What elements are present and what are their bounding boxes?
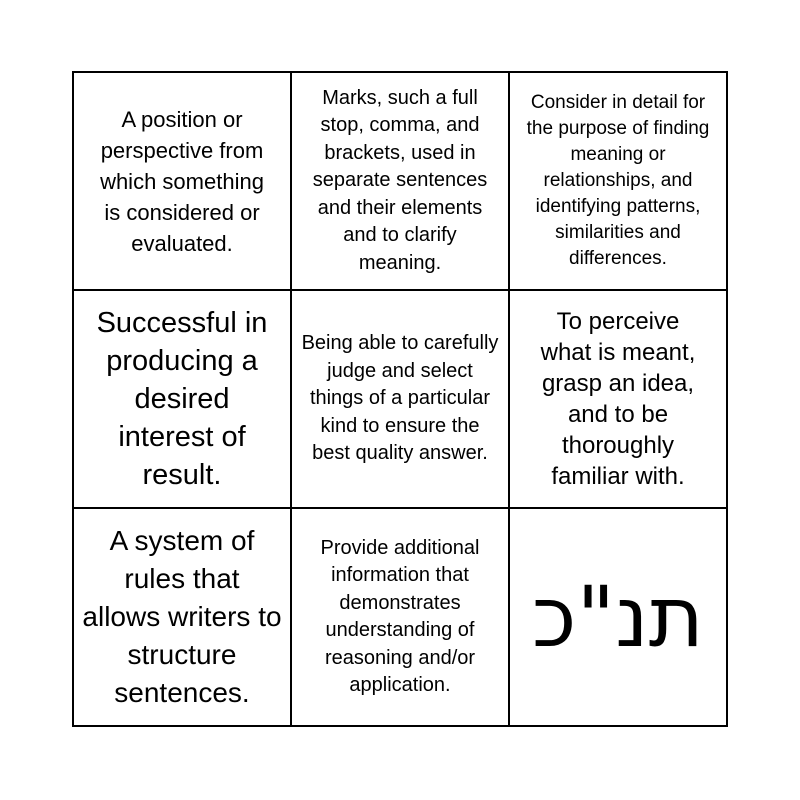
bingo-cell-9[interactable] [510, 509, 726, 725]
cell-text: To perceive what is meant, grasp an idea, and to be thoroughly familiar with. [540, 308, 696, 490]
cell-text: Successful in producing a desired interest of result. [96, 307, 268, 491]
cell-text: תנ"כ [532, 568, 704, 666]
bingo-board [72, 71, 728, 727]
bingo-cell-7[interactable] [74, 509, 292, 725]
bingo-cell-8[interactable] [292, 509, 510, 725]
bingo-cell-1[interactable] [74, 73, 292, 291]
bingo-cell-2[interactable] [292, 73, 510, 291]
cell-text: Consider in detail for the purpose of finding meaning or relationships, and identifying patterns, similarities and differences. [526, 92, 710, 269]
cell-text: A position or perspective from which something is considered or evaluated. [100, 106, 264, 256]
bingo-cell-4[interactable] [74, 291, 292, 509]
bingo-cell-5[interactable] [292, 291, 510, 509]
cell-text: Being able to carefully judge and select things of a particular kind to ensure the best quality answer. [301, 332, 499, 465]
bingo-cell-3[interactable] [510, 73, 726, 291]
bingo-cell-6[interactable] [510, 291, 726, 509]
cell-text: Marks, such a full stop, comma, and brackets, used in separate sentences and their elements and to clarify meaning. [312, 86, 488, 274]
cell-text: Provide additional information that demonstrates understanding of reasoning and/or application. [320, 536, 480, 696]
cell-text: A system of rules that allows writers to structure sentences. [82, 525, 282, 708]
